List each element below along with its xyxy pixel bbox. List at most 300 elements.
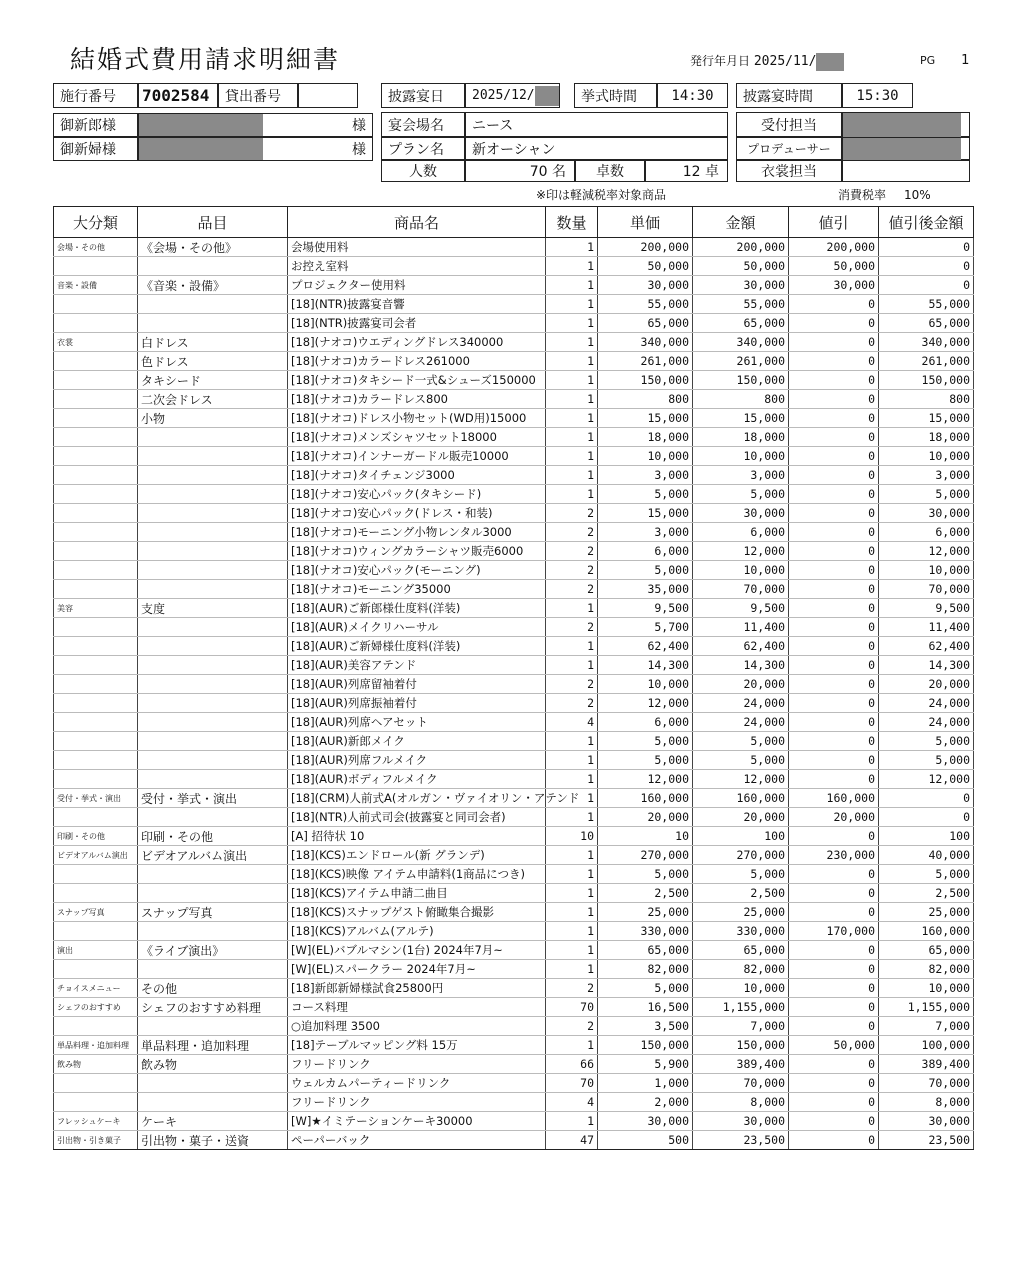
amount-cell: 12,000 [693,542,789,561]
amount-cell: 8,000 [693,1093,789,1112]
product-cell: [18](CRM)人前式A(オルガン・ヴァイオリン・アテンド [288,789,546,808]
unit-price-cell: 15,000 [598,504,693,523]
net-amount-cell: 70,000 [879,580,974,599]
discount-cell: 0 [789,979,879,998]
hiroen-time-value-cell [842,83,913,108]
qty-cell: 2 [546,580,598,599]
qty-cell: 2 [546,561,598,580]
col-header: 数量 [546,207,598,238]
product-cell: ウェルカムパーティードリンク [288,1074,546,1093]
table-row [54,637,974,656]
amount-cell: 1,155,000 [693,998,789,1017]
amount-cell: 389,400 [693,1055,789,1074]
qty-cell: 1 [546,466,598,485]
product-cell: お控え室料 [288,257,546,276]
discount-cell: 0 [789,1017,879,1036]
product-cell: コース料理 [288,998,546,1017]
product-cell: [18](ナオコ)カラードレス800 [288,390,546,409]
discount-cell: 0 [789,884,879,903]
table-row [54,713,974,732]
item-cell [138,1017,288,1036]
item-cell: 単品料理・追加料理 [138,1036,288,1055]
table-row [54,599,974,618]
discount-cell: 0 [789,865,879,884]
amount-cell: 20,000 [693,675,789,694]
product-cell: [18](ナオコ)タキシード一式&シューズ150000 [288,371,546,390]
unit-price-cell: 150,000 [598,371,693,390]
seko-value: 7002584 [142,86,210,105]
table-row [54,979,974,998]
tax-rate [838,186,931,203]
page-value: 1 [961,53,970,68]
hiroen-value-cell [465,83,560,108]
item-cell: ビデオアルバム演出 [138,846,288,865]
item-cell: 受付・挙式・演出 [138,789,288,808]
net-amount-cell: 30,000 [879,504,974,523]
unit-price-cell: 5,700 [598,618,693,637]
qty-cell: 47 [546,1131,598,1150]
table-row [54,276,974,295]
uketsuke-value-cell [842,112,970,137]
discount-cell: 0 [789,314,879,333]
kyoshiki-value-cell [657,83,728,108]
unit-price-cell: 12,000 [598,694,693,713]
discount-cell: 0 [789,960,879,979]
amount-cell: 18,000 [693,428,789,447]
item-cell [138,884,288,903]
unit-price-cell: 12,000 [598,770,693,789]
issue-date-label: 発行年月日 [690,54,751,68]
discount-cell: 230,000 [789,846,879,865]
discount-cell: 0 [789,1055,879,1074]
product-cell: フリードリンク [288,1055,546,1074]
product-cell: [A] 招待状 10 [288,827,546,846]
venue-value: ニース [472,117,514,134]
discount-cell: 0 [789,903,879,922]
table-row [54,694,974,713]
table-row [54,808,974,827]
item-cell [138,675,288,694]
amount-cell: 20,000 [693,808,789,827]
product-cell: [18]新郎新婦様試食25800円 [288,979,546,998]
net-amount-cell: 800 [879,390,974,409]
table-row [54,960,974,979]
qty-cell: 1 [546,884,598,903]
discount-cell: 0 [789,542,879,561]
amount-cell: 55,000 [693,295,789,314]
net-amount-cell: 55,000 [879,295,974,314]
net-amount-cell: 24,000 [879,694,974,713]
qty-cell: 1 [546,656,598,675]
qty-cell: 2 [546,1017,598,1036]
col-header: 大分類 [54,207,138,238]
discount-cell: 0 [789,1131,879,1150]
unit-price-cell: 5,000 [598,485,693,504]
unit-price-cell: 35,000 [598,580,693,599]
producer-label: プロデューサー [747,142,831,156]
amount-cell: 330,000 [693,922,789,941]
item-cell: 飲み物 [138,1055,288,1074]
net-amount-cell: 100,000 [879,1036,974,1055]
qty-cell: 1 [546,409,598,428]
qty-cell: 1 [546,637,598,656]
qty-cell: 1 [546,276,598,295]
redaction [816,53,844,71]
amount-cell: 100 [693,827,789,846]
unit-price-cell: 500 [598,1131,693,1150]
item-cell [138,523,288,542]
amount-cell: 6,000 [693,523,789,542]
item-cell [138,466,288,485]
unit-price-cell: 20,000 [598,808,693,827]
table-row [54,941,974,960]
qty-cell: 1 [546,390,598,409]
net-amount-cell: 12,000 [879,770,974,789]
product-cell: [18](NTR)披露宴司会者 [288,314,546,333]
takusu-value: 12 卓 [682,164,719,180]
qty-cell: 1 [546,1036,598,1055]
table-row [54,447,974,466]
document-title: 結婚式費用請求明細書 [70,45,341,74]
amount-cell: 150,000 [693,371,789,390]
item-cell: 印刷・その他 [138,827,288,846]
qty-cell: 1 [546,865,598,884]
category-cell [54,295,138,314]
unit-price-cell: 55,000 [598,295,693,314]
kashi-label-cell [218,83,298,108]
kyoshiki-label: 挙式時間 [581,88,637,105]
net-amount-cell: 65,000 [879,941,974,960]
discount-cell: 0 [789,428,879,447]
category-cell: シェフのおすすめ [54,998,138,1017]
page-number [920,53,969,68]
category-cell [54,922,138,941]
category-cell [54,314,138,333]
seko-value-cell [138,83,218,108]
table-row [54,998,974,1017]
unit-price-cell: 30,000 [598,1112,693,1131]
category-cell: ビデオアルバム演出 [54,846,138,865]
category-cell: 受付・挙式・演出 [54,789,138,808]
item-cell [138,542,288,561]
product-cell: [18](AUR)新郎メイク [288,732,546,751]
product-cell: [18](ナオコ)安心パック(モーニング) [288,561,546,580]
qty-cell: 2 [546,675,598,694]
redaction [139,114,263,136]
product-cell: [18](ナオコ)安心パック(タキシード) [288,485,546,504]
net-amount-cell: 100 [879,827,974,846]
item-cell [138,713,288,732]
table-row [54,884,974,903]
discount-cell: 0 [789,447,879,466]
amount-cell: 10,000 [693,979,789,998]
item-cell: 小物 [138,409,288,428]
net-amount-cell: 0 [879,257,974,276]
discount-cell: 0 [789,599,879,618]
category-cell [54,713,138,732]
unit-price-cell: 1,000 [598,1074,693,1093]
product-cell: [18](AUR)ボディフルメイク [288,770,546,789]
plan-label: プラン名 [388,141,444,158]
amount-cell: 30,000 [693,504,789,523]
category-cell [54,884,138,903]
discount-cell: 200,000 [789,238,879,257]
unit-price-cell: 65,000 [598,314,693,333]
category-cell: 会場・その他 [54,238,138,257]
qty-cell: 1 [546,447,598,466]
amount-cell: 5,000 [693,732,789,751]
isho-label: 衣裳担当 [761,164,817,180]
table-row [54,827,974,846]
table-row [54,675,974,694]
unit-price-cell: 800 [598,390,693,409]
unit-price-cell: 6,000 [598,713,693,732]
col-header: 金額 [693,207,789,238]
unit-price-cell: 9,500 [598,599,693,618]
item-cell [138,1093,288,1112]
unit-price-cell: 2,500 [598,884,693,903]
discount-cell: 0 [789,485,879,504]
ninzu-label: 人数 [409,164,437,180]
table-row [54,1112,974,1131]
product-cell: [18](ナオコ)ウィングカラーシャツ販売6000 [288,542,546,561]
qty-cell: 1 [546,808,598,827]
qty-cell: 4 [546,1093,598,1112]
table-row [54,257,974,276]
item-cell [138,922,288,941]
item-cell [138,485,288,504]
category-cell [54,618,138,637]
category-cell: 引出物・引き菓子 [54,1131,138,1150]
table-row [54,314,974,333]
table-row [54,1036,974,1055]
amount-cell: 24,000 [693,694,789,713]
category-cell: フレッシュケーキ [54,1112,138,1131]
product-cell: [18](AUR)メイクリハーサル [288,618,546,637]
item-cell: 白ドレス [138,333,288,352]
net-amount-cell: 24,000 [879,713,974,732]
table-row [54,390,974,409]
table-row [54,789,974,808]
amount-cell: 24,000 [693,713,789,732]
qty-cell: 1 [546,485,598,504]
item-cell [138,504,288,523]
category-cell [54,390,138,409]
discount-cell: 0 [789,827,879,846]
amount-cell: 65,000 [693,941,789,960]
table-header-row [54,207,974,238]
amount-cell: 12,000 [693,770,789,789]
qty-cell: 1 [546,371,598,390]
table-row [54,922,974,941]
product-cell: [18](KCS)映像 アイテム申請料(1商品につき) [288,865,546,884]
item-cell [138,694,288,713]
unit-price-cell: 14,300 [598,656,693,675]
product-cell: [W]★イミテーションケーキ30000 [288,1112,546,1131]
amount-cell: 65,000 [693,314,789,333]
discount-cell: 20,000 [789,808,879,827]
amount-cell: 70,000 [693,580,789,599]
amount-cell: 70,000 [693,1074,789,1093]
unit-price-cell: 3,000 [598,523,693,542]
net-amount-cell: 10,000 [879,979,974,998]
category-cell: スナップ写真 [54,903,138,922]
amount-cell: 23,500 [693,1131,789,1150]
unit-price-cell: 5,000 [598,865,693,884]
qty-cell: 2 [546,979,598,998]
product-cell: [18](KCS)エンドロール(新 グランデ) [288,846,546,865]
bride-sama: 様 [352,142,366,158]
category-cell [54,770,138,789]
unit-price-cell: 10,000 [598,447,693,466]
net-amount-cell: 40,000 [879,846,974,865]
table-row [54,371,974,390]
unit-price-cell: 65,000 [598,941,693,960]
table-row [54,846,974,865]
item-cell: スナップ写真 [138,903,288,922]
amount-cell: 160,000 [693,789,789,808]
item-cell: シェフのおすすめ料理 [138,998,288,1017]
qty-cell: 2 [546,523,598,542]
unit-price-cell: 3,500 [598,1017,693,1036]
discount-cell: 0 [789,504,879,523]
amount-cell: 800 [693,390,789,409]
item-cell [138,428,288,447]
seko-label-cell [53,83,138,108]
takusu-value-cell [645,160,728,182]
net-amount-cell: 23,500 [879,1131,974,1150]
tax-value: 10% [904,188,931,202]
product-cell: [18](ナオコ)インナーガードル販売10000 [288,447,546,466]
kyoshiki-label-cell [574,83,657,108]
discount-cell: 170,000 [789,922,879,941]
issue-date-value: 2025/11/ [753,54,817,69]
net-amount-cell: 1,155,000 [879,998,974,1017]
producer-value-cell [842,137,970,160]
table-row [54,504,974,523]
net-amount-cell: 10,000 [879,447,974,466]
table-row [54,523,974,542]
category-cell [54,675,138,694]
ninzu-value-cell [465,160,575,182]
product-cell: [18](ナオコ)メンズシャツセット18000 [288,428,546,447]
amount-cell: 10,000 [693,447,789,466]
unit-price-cell: 30,000 [598,276,693,295]
item-cell: 《音楽・設備》 [138,276,288,295]
takusu-label: 卓数 [596,164,624,180]
amount-cell: 3,000 [693,466,789,485]
discount-cell: 0 [789,409,879,428]
product-cell: [18](AUR)ご新婦様仕度料(洋装) [288,637,546,656]
unit-price-cell: 160,000 [598,789,693,808]
qty-cell: 1 [546,428,598,447]
hiroen-time-label: 披露宴時間 [743,88,813,105]
net-amount-cell: 25,000 [879,903,974,922]
discount-cell: 0 [789,1074,879,1093]
discount-cell: 0 [789,998,879,1017]
product-cell: [18](ナオコ)モーニング35000 [288,580,546,599]
redaction [843,113,961,137]
tax-label: 消費税率 [838,188,887,202]
item-cell: 引出物・菓子・送資 [138,1131,288,1150]
bride-value-cell [138,137,373,161]
category-cell [54,751,138,770]
table-row [54,1093,974,1112]
amount-cell: 340,000 [693,333,789,352]
table-row [54,751,974,770]
discount-cell: 50,000 [789,257,879,276]
net-amount-cell: 261,000 [879,352,974,371]
discount-cell: 0 [789,941,879,960]
item-cell [138,960,288,979]
kashi-value-cell [298,83,358,108]
item-cell [138,637,288,656]
table-row [54,580,974,599]
category-cell [54,504,138,523]
uketsuke-label: 受付担当 [761,117,817,134]
qty-cell: 2 [546,504,598,523]
unit-price-cell: 3,000 [598,466,693,485]
unit-price-cell: 261,000 [598,352,693,371]
qty-cell: 1 [546,732,598,751]
table-row [54,732,974,751]
discount-cell: 0 [789,580,879,599]
table-row [54,352,974,371]
category-cell [54,1093,138,1112]
item-cell: 二次会ドレス [138,390,288,409]
amount-cell: 270,000 [693,846,789,865]
item-cell [138,808,288,827]
redaction [843,138,961,160]
unit-price-cell: 25,000 [598,903,693,922]
product-cell: [18](ナオコ)ウエディングドレス340000 [288,333,546,352]
amount-cell: 200,000 [693,238,789,257]
discount-cell: 0 [789,732,879,751]
qty-cell: 1 [546,903,598,922]
table-row [54,333,974,352]
item-cell [138,257,288,276]
groom-value-cell [138,113,373,137]
product-cell: 会場使用料 [288,238,546,257]
qty-cell: 1 [546,922,598,941]
unit-price-cell: 5,900 [598,1055,693,1074]
unit-price-cell: 16,500 [598,998,693,1017]
product-cell: [18](AUR)美容アテンド [288,656,546,675]
amount-cell: 5,000 [693,485,789,504]
net-amount-cell: 5,000 [879,485,974,504]
seko-label: 施行番号 [60,88,116,105]
category-cell: 衣裳 [54,333,138,352]
category-cell: チョイスメニュー [54,979,138,998]
product-cell: [18](AUR)列席振袖着付 [288,694,546,713]
discount-cell: 0 [789,1093,879,1112]
item-cell [138,447,288,466]
category-cell [54,523,138,542]
product-cell: [18](ナオコ)ドレス小物セット(WD用)15000 [288,409,546,428]
reduced-tax-note: ※印は軽減税率対象商品 [536,188,667,202]
product-cell: [18]テーブルマッピング料 15万 [288,1036,546,1055]
category-cell [54,371,138,390]
table-row [54,1074,974,1093]
category-cell [54,732,138,751]
category-cell [54,694,138,713]
takusu-label-cell [575,160,645,182]
unit-price-cell: 330,000 [598,922,693,941]
item-cell [138,295,288,314]
item-cell [138,865,288,884]
net-amount-cell: 15,000 [879,409,974,428]
category-cell [54,257,138,276]
